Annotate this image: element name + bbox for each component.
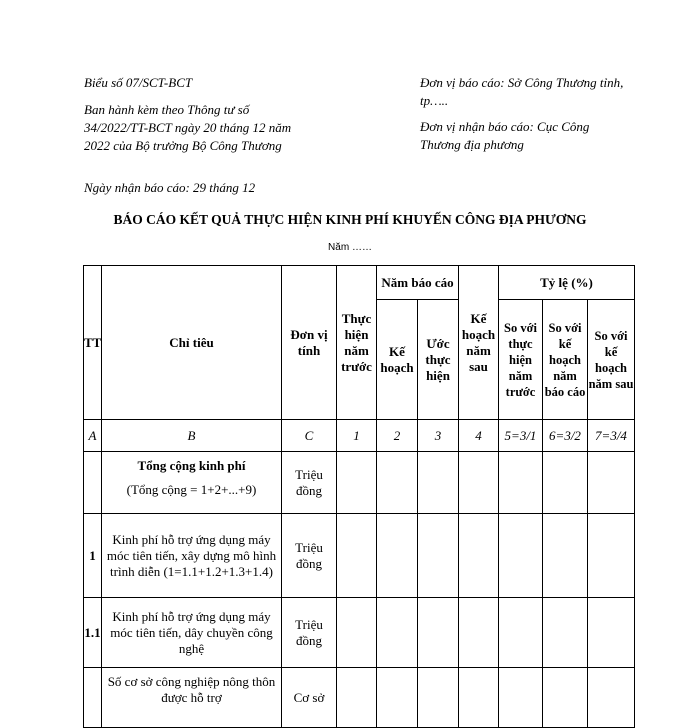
code-cell: 4	[459, 420, 499, 452]
row-tt	[84, 452, 102, 514]
table-cell	[418, 514, 459, 598]
table-cell	[459, 514, 499, 598]
table-row	[84, 598, 635, 668]
table-cell	[459, 452, 499, 514]
table-row	[84, 514, 635, 598]
table-cell	[337, 452, 377, 514]
row-chi-tieu: Số cơ sở công nghiệp nông thôn được hỗ trợ	[102, 668, 282, 728]
col-so-voi-th-header: So với thực hiện năm trước	[499, 300, 543, 420]
col-chi-tieu-header: Chỉ tiêu	[102, 266, 282, 420]
table-cell	[499, 668, 543, 728]
report-table	[83, 265, 635, 728]
table-cell	[337, 668, 377, 728]
table-cell	[588, 514, 635, 598]
table-cell	[377, 514, 418, 598]
issued-with-note: Ban hành kèm theo Thông tư số 34/2022/TT-BCT ngày 20 tháng 12 năm 2022 của Bộ trưởng Bộ Công Thương	[84, 102, 292, 153]
report-year: Năm ……	[328, 242, 372, 253]
row-chi-tieu: Kinh phí hỗ trợ ứng dụng máy móc tiên tiến, dây chuyền công nghệ	[102, 598, 282, 668]
form-number: Biểu số 07/SCT-BCT	[84, 75, 193, 90]
table-row	[84, 668, 635, 728]
code-row	[84, 420, 635, 452]
table-cell	[499, 598, 543, 668]
table-cell	[418, 668, 459, 728]
header-row-1	[84, 266, 635, 300]
table-cell	[337, 514, 377, 598]
table-cell	[543, 668, 588, 728]
row-unit: Triệu đồng	[282, 452, 337, 514]
report-title: BÁO CÁO KẾT QUẢ THỰC HIỆN KINH PHÍ KHUYẾN CÔNG ĐỊA PHƯƠNG	[113, 212, 587, 227]
table-row	[84, 452, 635, 514]
col-ke-hoach-header: Kế hoạch	[377, 300, 418, 420]
code-cell: B	[102, 420, 282, 452]
col-ke-hoach-nam-sau-header: Kế hoạch năm sau	[459, 266, 499, 420]
row-tt: 1	[84, 514, 102, 598]
table-cell	[418, 452, 459, 514]
table-cell	[543, 514, 588, 598]
row-tt: 1.1	[84, 598, 102, 668]
row-unit: Triệu đồng	[282, 514, 337, 598]
table-cell	[377, 668, 418, 728]
col-so-voi-kh-ns-header: So với kế hoạch năm sau	[588, 300, 635, 420]
row-unit: Triệu đồng	[282, 598, 337, 668]
table-cell	[588, 598, 635, 668]
table-cell	[459, 668, 499, 728]
code-cell: 3	[418, 420, 459, 452]
table-cell	[418, 598, 459, 668]
col-so-voi-kh-bc-header: So với kế hoạch năm báo cáo	[543, 300, 588, 420]
table-cell	[459, 598, 499, 668]
row-chi-tieu	[102, 452, 282, 514]
code-cell: C	[282, 420, 337, 452]
col-tt-header: TT	[84, 266, 102, 420]
table-cell	[499, 514, 543, 598]
col-ty-le-header: Tỷ lệ (%)	[499, 266, 635, 300]
col-uoc-thuc-hien-header: Ước thực hiện	[418, 300, 459, 420]
receive-date: Ngày nhận báo cáo: 29 tháng 12	[84, 180, 256, 195]
col-don-vi-header: Đơn vị tính	[282, 266, 337, 420]
row-title: Tổng cộng kinh phí	[137, 458, 246, 473]
table-cell	[543, 452, 588, 514]
code-cell: 7=3/4	[588, 420, 635, 452]
table-cell	[377, 598, 418, 668]
col-nam-bao-cao-header: Năm báo cáo	[377, 266, 459, 300]
table-cell	[337, 598, 377, 668]
reporting-unit: Đơn vị báo cáo: Sở Công Thương tỉnh, tp…..	[420, 75, 624, 108]
code-cell: 2	[377, 420, 418, 452]
code-cell: 1	[337, 420, 377, 452]
row-unit: Cơ sở	[282, 668, 337, 728]
table-cell	[499, 452, 543, 514]
table-cell	[543, 598, 588, 668]
code-cell: A	[84, 420, 102, 452]
table-cell	[588, 452, 635, 514]
code-cell: 6=3/2	[543, 420, 588, 452]
receiving-unit: Đơn vị nhận báo cáo: Cục Công Thương địa phương	[420, 119, 590, 152]
table-cell	[588, 668, 635, 728]
code-cell: 5=3/1	[499, 420, 543, 452]
row-chi-tieu: Kinh phí hỗ trợ ứng dụng máy móc tiên tiến, xây dựng mô hình trình diễn (1=1.1+1.2+1.3+1.4)	[102, 514, 282, 598]
row-formula: (Tổng cộng = 1+2+...+9)	[126, 482, 257, 497]
col-thuc-hien-nam-truoc-header: Thực hiện năm trước	[337, 266, 377, 420]
table-cell	[377, 452, 418, 514]
row-tt	[84, 668, 102, 728]
